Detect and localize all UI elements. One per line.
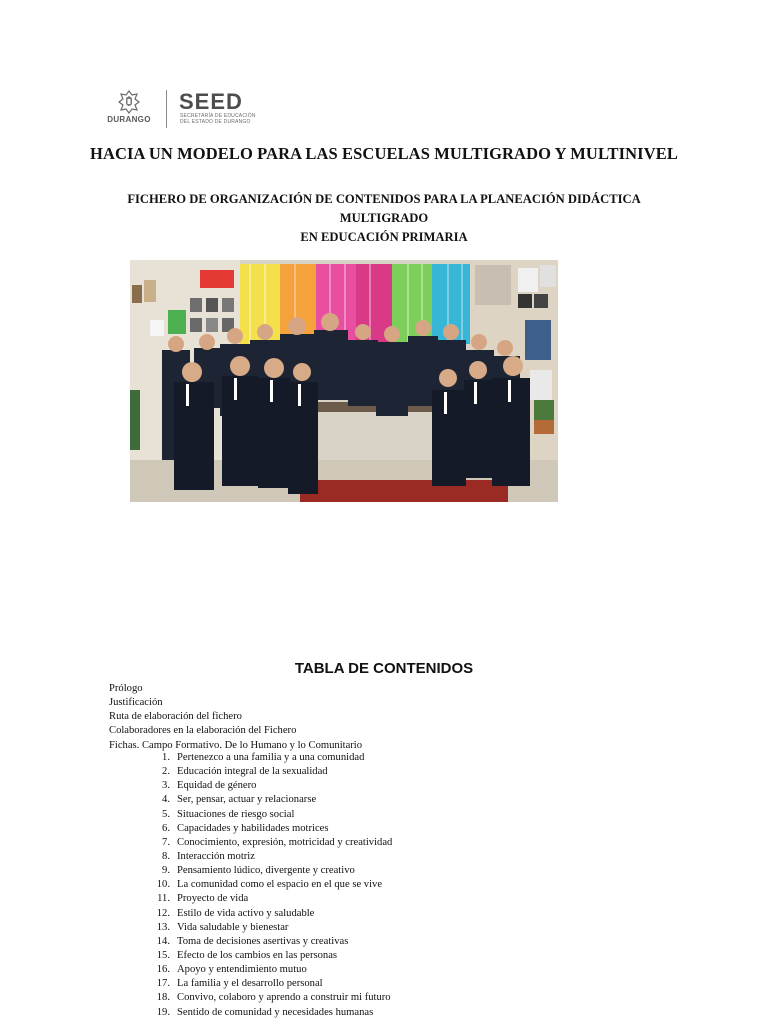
toc-item-text: Efecto de los cambios en las personas (177, 949, 338, 961)
toc-item[interactable] (150, 779, 670, 793)
toc-entry-fichas[interactable]: Fichas. Campo Formativo. De lo Humano y lo Comunitario (109, 739, 363, 751)
toc-item-number: 10. (156, 879, 170, 891)
toc-item-number: 19. (156, 1006, 170, 1018)
toc-item-number: 14. (156, 935, 170, 947)
toc-item-text: Conocimiento, expresión, motricidad y creatividad (177, 836, 393, 848)
subtitle-line-2: EN EDUCACIÓN PRIMARIA (300, 230, 468, 244)
toc-item-number: 1. (162, 752, 170, 763)
toc-entry-colaboradores[interactable]: Colaboradores en la elaboración del Fichero (109, 725, 297, 737)
toc-item[interactable] (150, 935, 670, 949)
toc-item[interactable] (150, 864, 670, 878)
toc-item-text: Pertenezco a una familia y a una comunidad (177, 752, 365, 763)
toc-item-text: Capacidades y habilidades motrices (177, 822, 329, 834)
class-group-photo (130, 260, 558, 502)
toc-item-text: Interacción motriz (177, 850, 255, 862)
toc-item-text: Equidad de género (177, 780, 257, 792)
seed-wordmark: SEED (179, 89, 243, 114)
toc-item[interactable] (150, 907, 670, 921)
toc-item-number: 11. (157, 893, 170, 905)
photo-illustration (130, 260, 558, 502)
toc-item[interactable] (150, 822, 670, 836)
toc-item-number: 6. (162, 822, 170, 834)
seed-subtitle (180, 113, 270, 125)
toc-entry-justificacion[interactable]: Justificación (109, 697, 163, 709)
toc-item[interactable] (150, 949, 670, 963)
durango-emblem-icon (117, 90, 141, 114)
toc-item-number: 2. (162, 766, 170, 778)
seed-durango-logo (100, 88, 264, 130)
subtitle-line-1: FICHERO DE ORGANIZACIÓN DE CONTENIDOS PARA LA PLANEACIÓN DIDÁCTICA MULTIGRADO (127, 192, 641, 225)
toc-item-number: 12. (156, 907, 170, 919)
toc-item-text: Toma de decisiones asertivas y creativas (177, 935, 349, 947)
toc-item-number: 9. (162, 865, 170, 877)
seed-subtitle-line2: DEL ESTADO DE DURANGO (180, 119, 251, 125)
toc-item-text: La comunidad como el espacio en el que se vive (177, 879, 383, 891)
toc-item[interactable] (150, 977, 670, 991)
toc-item-number: 5. (162, 808, 170, 820)
toc-item-text: Situaciones de riesgo social (177, 808, 295, 820)
toc-item[interactable] (150, 765, 670, 779)
toc-item-text: Educación integral de la sexualidad (177, 766, 328, 778)
toc-front-matter (109, 682, 669, 753)
toc-item[interactable] (150, 793, 670, 807)
seed-subtitle-line1: SECRETARÍA DE EDUCACIÓN (180, 113, 256, 119)
toc-item-text: Ser, pensar, actuar y relacionarse (177, 794, 317, 806)
toc-item[interactable] (150, 836, 670, 850)
toc-item-text: Sentido de comunidad y necesidades humanas (177, 1006, 374, 1018)
toc-item-text: Pensamiento lúdico, divergente y creativo (177, 865, 355, 877)
toc-numbered-list (150, 751, 670, 1020)
toc-item[interactable] (150, 808, 670, 822)
durango-logo (100, 88, 158, 130)
toc-item-text: Proyecto de vida (177, 893, 249, 905)
toc-entry-prologo[interactable]: Prólogo (109, 683, 143, 694)
toc-item[interactable] (150, 878, 670, 892)
document-title: HACIA UN MODELO PARA LAS ESCUELAS MULTIGRADO Y MULTINIVEL (90, 144, 678, 163)
durango-wordmark: DURANGO (107, 115, 151, 124)
toc-item[interactable] (150, 921, 670, 935)
toc-item-number: 15. (156, 949, 170, 961)
toc-item-number: 13. (156, 921, 170, 933)
toc-item[interactable] (150, 1006, 670, 1020)
logo-divider (166, 90, 167, 128)
toc-item[interactable] (150, 991, 670, 1005)
toc-item[interactable] (150, 963, 670, 977)
toc-item-text: Convivo, colaboro y aprendo a construir mi futuro (177, 992, 391, 1004)
toc-item-number: 16. (156, 964, 170, 976)
toc-item[interactable] (150, 751, 670, 765)
toc-item-text: Vida saludable y bienestar (177, 921, 289, 933)
toc-item-number: 17. (156, 978, 170, 990)
toc-item-number: 4. (162, 794, 170, 806)
toc-heading: TABLA DE CONTENIDOS (294, 660, 474, 677)
toc-item-text: Apoyo y entendimiento mutuo (177, 964, 307, 976)
toc-item-number: 7. (162, 836, 170, 848)
toc-item-text: Estilo de vida activo y saludable (177, 907, 315, 919)
toc-entry-ruta[interactable]: Ruta de elaboración del fichero (109, 711, 242, 723)
toc-item[interactable] (150, 850, 670, 864)
toc-item-number: 3. (162, 780, 170, 792)
toc-item-text: La familia y el desarrollo personal (177, 978, 323, 990)
document-subtitle (90, 190, 678, 247)
toc-item-number: 8. (162, 850, 170, 862)
toc-item[interactable] (150, 892, 670, 906)
toc-item-number: 18. (156, 992, 170, 1004)
